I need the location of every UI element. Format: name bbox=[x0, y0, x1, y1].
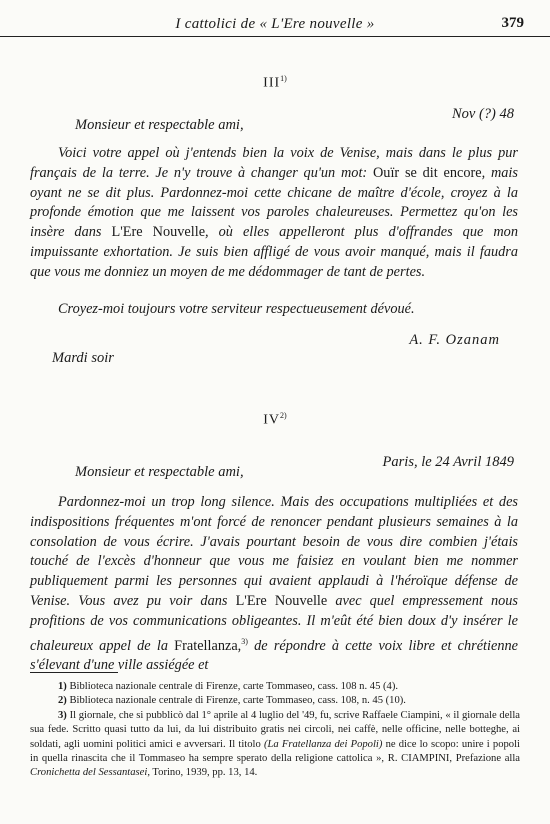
salutation: Monsieur et respectable ami, bbox=[75, 117, 244, 133]
page-number: 379 bbox=[501, 15, 524, 31]
signature: A. F. Ozanam bbox=[409, 332, 500, 348]
footnote-rule bbox=[30, 672, 118, 673]
letter-number-3 bbox=[0, 74, 550, 92]
letter-numeral: III bbox=[263, 75, 281, 91]
running-header bbox=[0, 14, 550, 37]
running-title: I cattolici de « L'Ere nouvelle » bbox=[175, 16, 375, 32]
letter-numeral: IV bbox=[263, 412, 281, 428]
letter-date: Nov (?) 48 bbox=[451, 106, 514, 122]
footnote-ref[interactable]: 3) bbox=[241, 636, 248, 646]
journal-title: L'Ere Nouvelle bbox=[235, 592, 328, 609]
letter-number-4 bbox=[0, 411, 550, 429]
footnote-1: 1) Biblioteca nazionale centrale di Firenze, carte Tommaseo, cass. 108 n. 45 (4). bbox=[58, 681, 399, 692]
footnote-3: 3) Il giornale, che si pubblicò dal 1° aprile al 4 luglio del '49, fu, scrive Raffaele Ciampini, « il giornale della sua fede. Scritto quasi tutto da lui, da lui distribuito gratis nei circoli, nei caffè, nelle officine, nelle botteghe, ai soldati, agli uomini politici amici e avversari. Il titolo (La Fratellanza dei Popoli) ne dice lo scopo: unire i popoli in quella rinascita che il Tommaseo ha sempre sperato della religione cattolica », R. CIAMPINI, Prefazione alla Cronichetta del Sessantasei, Torino, 1939, pp. 13, 14. bbox=[30, 709, 520, 779]
letter-paragraph: Voici votre appel où j'entends bien la voix de Venise, mais dans le plus pur français de la terre. Je n'y trouve à changer qu'un mot: Ouïr se dit encore, mais oyant ne se dit plus. Pardonnez-moi cette chicane de maître d'école, croyez à la profonde émotion que me laissent vos paroles chaleureuses. Permettez qu'on les insère dans L'Ere Nouvelle, où elles appelleront plus d'offrandes que mon impuissante exhortation. Je suis bien affligé de vous avoir manqué, mais il faudra que vous me donniez un moyen de me dédommager de tant de pertes. bbox=[30, 145, 518, 280]
footnote-2: 2) Biblioteca nazionale centrale di Firenze, carte Tommaseo, cass. 108, n. 45 (10). bbox=[58, 695, 406, 707]
journal-title: Fratellanza, bbox=[174, 637, 242, 654]
closing-line: Mardi soir bbox=[52, 350, 114, 366]
journal-title: L'Ere Nouvelle bbox=[111, 224, 206, 241]
footnote-ref[interactable]: 2) bbox=[280, 411, 287, 420]
salutation: Monsieur et respectable ami, bbox=[75, 464, 244, 480]
letter-paragraph: Pardonnez-moi un trop long silence. Mais des occupations multipliées et des indispositions fréquentes m'ont forcé de renoncer pendant plusieurs semaines à la consolation de vous écrire. J'avais pourtant besoin de vous dire combien j'étais touché de l'excès d'honneur que vous me faisiez en voulant bien me nommer publiquement parmi les personnes qui avaient applaudi à l'héroïque défense de Venise. Vous avez pu voir dans L'Ere Nouvelle avec quel empressement nous profitions de vos communications obligeantes. Il m'eût été bien doux d'y insérer le chaleureux appel de la Fratellanza,$^{3)}$ de répondre à cette voix libre et chrétienne s'élevant d'une ville assiégée et bbox=[30, 494, 518, 674]
letter-paragraph: Croyez-moi toujours votre serviteur respectueusement dévoué. bbox=[58, 301, 415, 317]
letter-date: Paris, le 24 Avril 1849 bbox=[382, 454, 514, 470]
footnotes bbox=[30, 680, 520, 781]
footnote-ref[interactable]: 1) bbox=[280, 74, 287, 83]
